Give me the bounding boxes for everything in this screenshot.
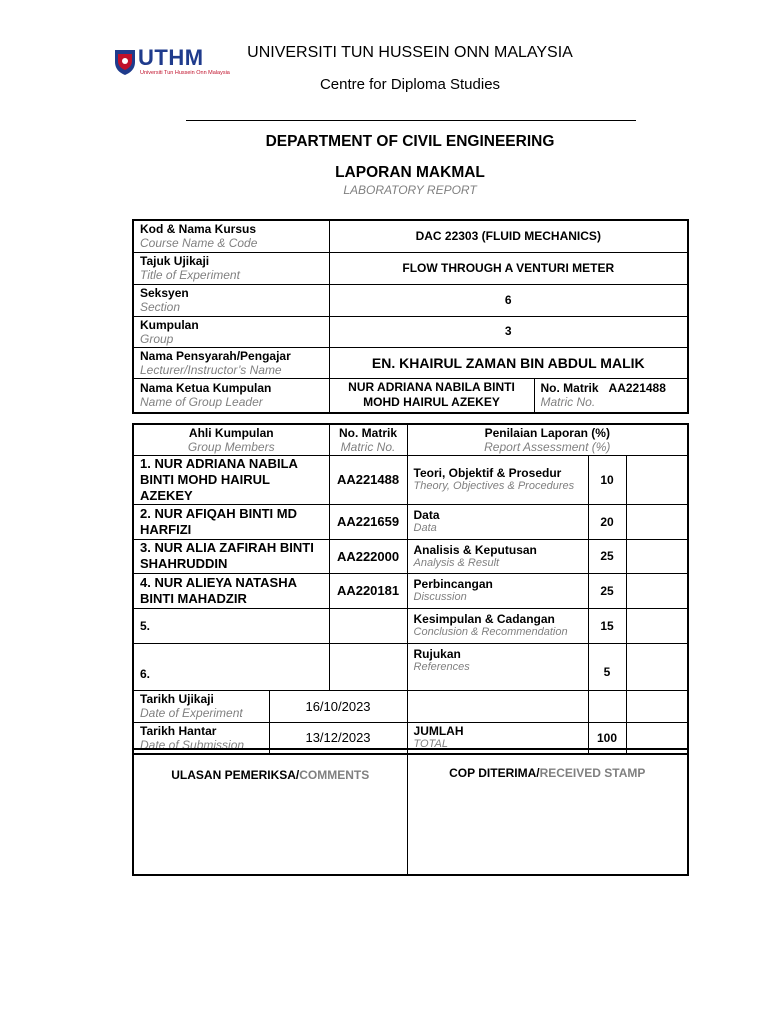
department-title: DEPARTMENT OF CIVIL ENGINEERING — [265, 133, 555, 150]
leader-row — [133, 378, 688, 413]
group-row — [133, 316, 688, 347]
assessment-mark: 20 — [588, 504, 626, 539]
col-matric-label-en: Matric No. — [340, 439, 396, 454]
assessment-item: Teori, Objektif & Prosedur — [413, 466, 562, 480]
assessment-item-en: Discussion — [413, 591, 467, 603]
assessment-mark: 25 — [588, 539, 626, 573]
total-label-en: TOTAL — [413, 738, 448, 751]
member-name: 2. NUR AFIQAH BINTI MD HARFIZI — [133, 504, 329, 539]
group-label: Kumpulan — [140, 317, 199, 332]
lecturer-label: Nama Pensyarah/Pengajar — [140, 348, 291, 363]
course-label: Kod & Nama Kursus — [140, 222, 257, 237]
date-sub-value: 13/12/2023 — [269, 722, 407, 754]
col-matric-label: No. Matrik — [339, 425, 398, 440]
empty-cell — [588, 690, 626, 722]
members-assessment-table — [132, 423, 689, 755]
report-subtitle: LABORATORY REPORT — [343, 183, 477, 197]
experiment-label: Tajuk Ujikaji — [140, 254, 210, 268]
col-member-label: Ahli Kumpulan — [188, 425, 274, 440]
date-exp-label: Tarikh Ujikaji — [140, 692, 214, 706]
member-name: 1. NUR ADRIANA NABILA BINTI MOHD HAIRUL AZEKEY — [133, 455, 329, 504]
assessment-item: Perbincangan — [413, 577, 493, 591]
member-name: 6. — [133, 643, 329, 690]
leader-matric-label: No. Matrik — [540, 381, 599, 396]
experiment-value: FLOW THROUGH A VENTURI METER — [329, 252, 688, 284]
assessment-mark: 5 — [588, 643, 626, 690]
assessment-item-en: References — [413, 660, 470, 673]
section-label-en: Section — [140, 300, 181, 314]
group-value: 3 — [329, 316, 688, 347]
score-cell — [626, 539, 688, 573]
score-cell — [626, 573, 688, 608]
table-row — [133, 455, 688, 504]
leader-matric-value: AA221488 — [608, 381, 666, 396]
assessment-item: Rujukan — [413, 646, 461, 661]
col-assessment-label-en: Report Assessment (%) — [484, 439, 611, 454]
comments-label: ULASAN PEMERIKSA/ — [171, 768, 300, 782]
date-exp-label-en: Date of Experiment — [140, 706, 243, 720]
leader-value: NUR ADRIANA NABILA BINTI MOHD HAIRUL AZEKEY — [329, 378, 534, 413]
assessment-item-en: Data — [413, 522, 437, 534]
centre-name: Centre for Diploma Studies — [319, 76, 501, 93]
total-value: 100 — [588, 722, 626, 754]
course-label-en: Course Name & Code — [140, 236, 258, 251]
score-cell — [626, 504, 688, 539]
assessment-item: Data — [413, 508, 440, 522]
total-label: JUMLAH — [413, 724, 464, 739]
experiment-row — [133, 252, 688, 284]
member-matric — [329, 608, 407, 643]
date-sub-label-en: Date of Submission — [140, 737, 245, 752]
assessment-item: Kesimpulan & Cadangan — [413, 612, 555, 626]
empty-cell — [407, 690, 588, 722]
score-cell — [626, 643, 688, 690]
lecturer-value: EN. KHAIRUL ZAMAN BIN ABDUL MALIK — [329, 347, 688, 378]
comments-label-en: COMMENTS — [299, 768, 370, 782]
section-row — [133, 284, 688, 316]
experiment-label-en: Title of Experiment — [140, 268, 240, 282]
stamp-box — [407, 749, 688, 875]
assessment-item-en: Conclusion & Recommendation — [413, 626, 568, 638]
university-name: UNIVERSITI TUN HUSSEIN ONN MALAYSIA — [247, 44, 573, 61]
leader-matric-label-en: Matric No. — [540, 395, 596, 410]
assessment-item-en: Theory, Objectives & Procedures — [413, 480, 575, 492]
table-row — [133, 573, 688, 608]
assessment-item: Analisis & Keputusan — [413, 542, 537, 557]
table-row — [133, 643, 688, 690]
leader-label: Nama Ketua Kumpulan — [140, 381, 272, 396]
empty-cell — [626, 690, 688, 722]
table-row — [133, 539, 688, 573]
assessment-item-en: Analysis & Result — [413, 556, 500, 569]
table-row — [133, 608, 688, 643]
section-label: Seksyen — [140, 286, 189, 300]
date-experiment-row — [133, 690, 688, 722]
member-matric: AA221488 — [329, 455, 407, 504]
member-matric — [329, 643, 407, 690]
divider — [186, 120, 636, 121]
assessment-mark: 10 — [588, 455, 626, 504]
group-label-en: Group — [140, 331, 174, 346]
member-name: 4. NUR ALIEYA NATASHA BINTI MAHADZIR — [133, 573, 329, 608]
course-row — [133, 220, 688, 252]
member-matric: AA222000 — [329, 539, 407, 573]
stamp-label-en: RECEIVED STAMP — [539, 766, 646, 780]
report-title: LAPORAN MAKMAL — [335, 164, 485, 181]
score-cell — [626, 608, 688, 643]
course-value: DAC 22303 (FLUID MECHANICS) — [329, 220, 688, 252]
stamp-label: COP DITERIMA/ — [449, 766, 540, 780]
member-name: 5. — [133, 608, 329, 643]
date-exp-value: 16/10/2023 — [269, 690, 407, 722]
member-matric: AA220181 — [329, 573, 407, 608]
assessment-mark: 25 — [588, 573, 626, 608]
table-row — [133, 504, 688, 539]
section-value: 6 — [329, 284, 688, 316]
col-assessment-label: Penilaian Laporan (%) — [484, 425, 610, 440]
members-header-row — [133, 424, 688, 455]
member-matric: AA221659 — [329, 504, 407, 539]
member-name: 3. NUR ALIA ZAFIRAH BINTI SHAHRUDDIN — [133, 539, 329, 573]
date-sub-label: Tarikh Hantar — [140, 723, 217, 738]
score-cell — [626, 455, 688, 504]
col-member-label-en: Group Members — [187, 439, 275, 454]
logo-subtext: Universiti Tun Hussein Onn Malaysia — [140, 70, 230, 76]
logo-text: UTHM — [138, 45, 204, 70]
comments-box — [133, 749, 407, 875]
assessment-mark: 15 — [588, 608, 626, 643]
review-table — [132, 748, 689, 876]
course-info-table — [132, 219, 689, 414]
leader-label-en: Name of Group Leader — [140, 395, 263, 410]
lecturer-label-en: Lecturer/Instructor’s Name — [140, 362, 282, 377]
lecturer-row — [133, 347, 688, 378]
